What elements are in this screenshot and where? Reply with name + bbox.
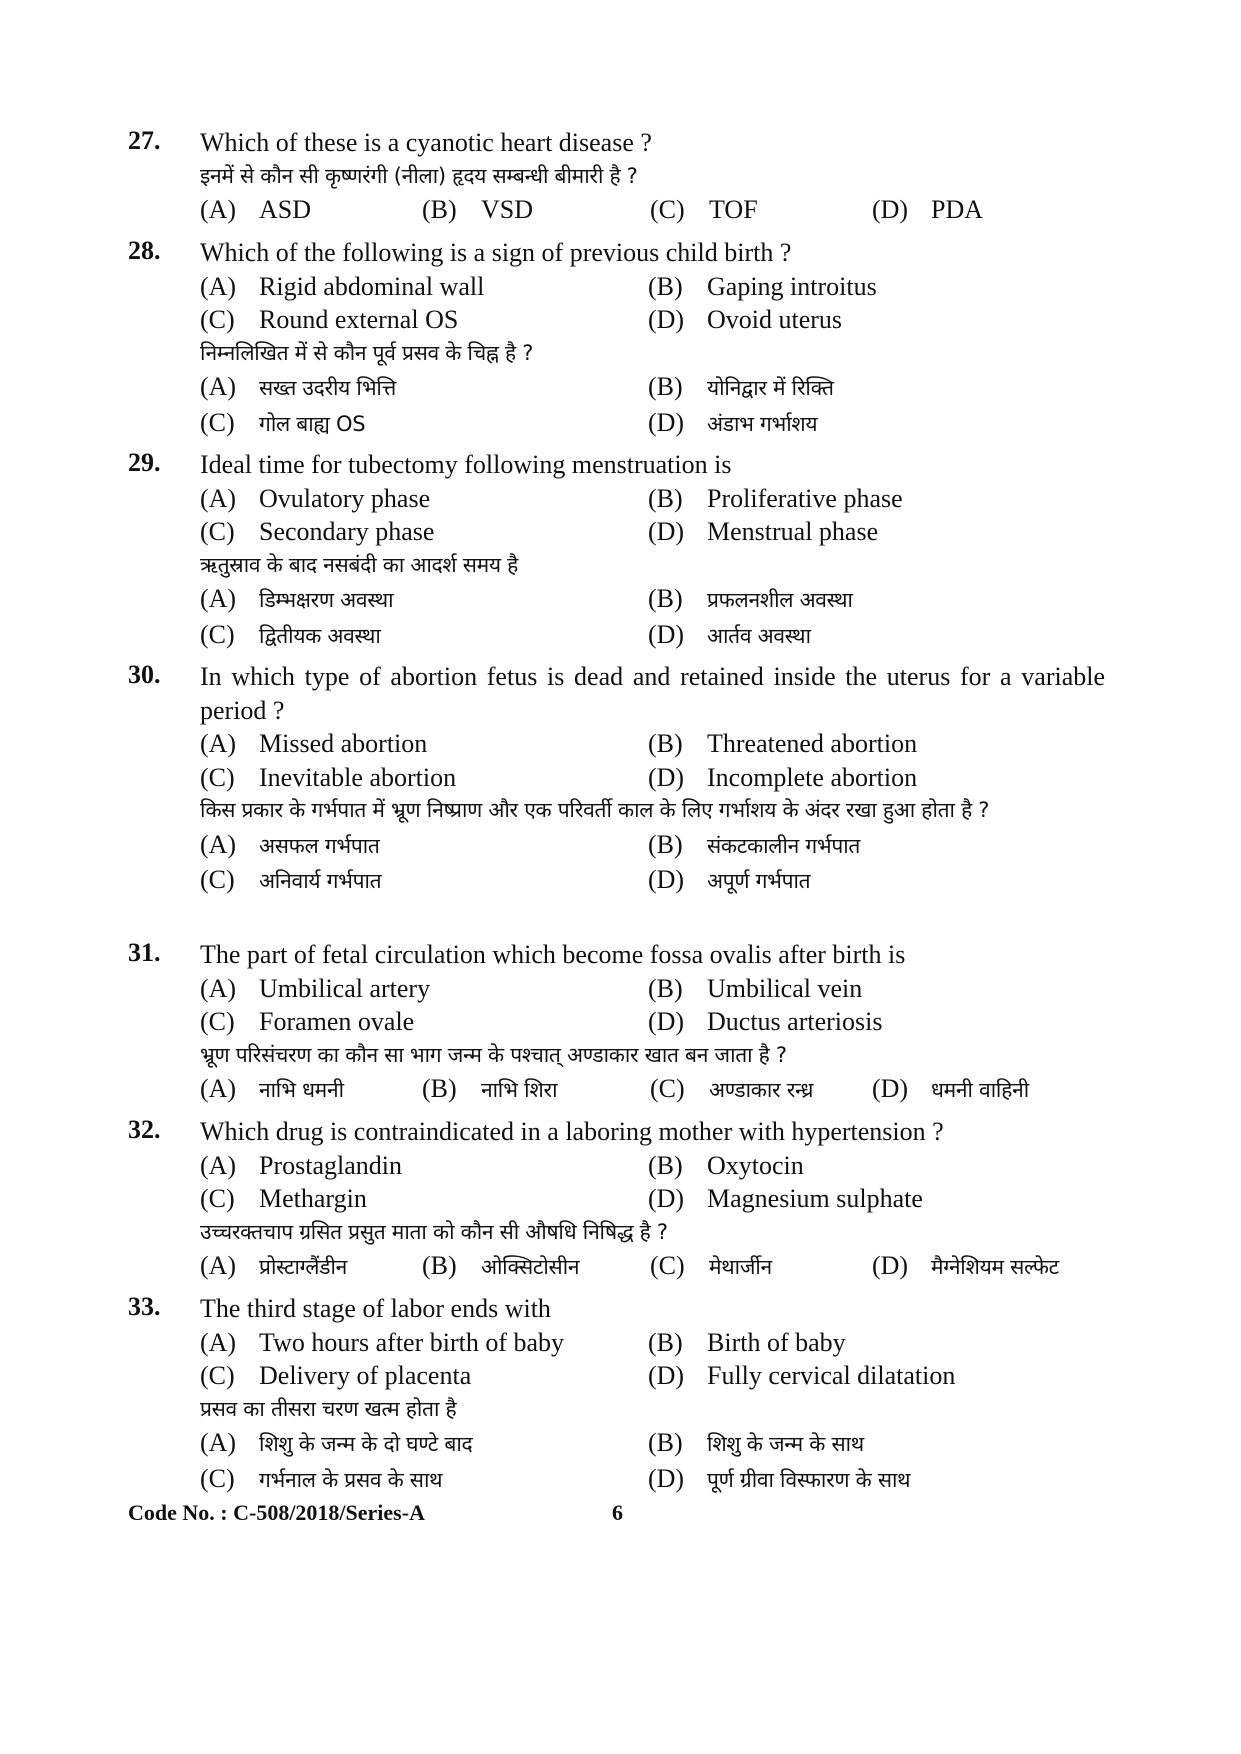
options-hi: [200, 1426, 1118, 1497]
option-c: (C) गर्भनाल के प्रसव के साथ: [200, 1463, 443, 1493]
option-b: (B) शिशु के जन्म के साथ: [648, 1428, 864, 1457]
question-number: 30.: [128, 660, 161, 689]
option-a: (A) Ovulatory phase: [200, 483, 431, 513]
question-text-hi: इनमें से कौन सी कृष्णरंगी (नीला) हृदय सम्बन्धी बीमारी है ?: [200, 163, 638, 188]
option-c: (C) अनिवार्य गर्भपात: [200, 865, 382, 894]
question-number: 29.: [128, 448, 161, 477]
option-d: (D) आर्तव अवस्था: [648, 619, 811, 649]
option-b: (B) Birth of baby: [648, 1327, 846, 1357]
option-b: (B) प्रफलनशील अवस्था: [648, 584, 853, 613]
option-a: (A) Prostaglandin: [200, 1150, 402, 1180]
option-a: (A) Rigid abdominal wall: [200, 271, 485, 301]
question-27: [128, 126, 1118, 227]
options-hi: [200, 1072, 1118, 1108]
option-a: (A) असफल गर्भपात: [200, 829, 380, 859]
option-d: (D) Menstrual phase: [648, 517, 879, 546]
option-a: (A) शिशु के जन्म के दो घण्टे बाद: [200, 1428, 473, 1457]
option-d: (D) Ductus arteriosis: [648, 1007, 883, 1036]
question-text-en: Ideal time for tubectomy following menstruation is: [200, 450, 732, 479]
option-c: (C) TOF: [650, 195, 758, 224]
option-a: (A) सख्त उदरीय भित्ति: [200, 372, 396, 401]
option-b: (B) Threatened abortion: [648, 729, 918, 758]
question-number: 27.: [128, 126, 161, 155]
option-c: (C) द्वितीयक अवस्था: [200, 619, 381, 649]
options-en: [200, 1149, 1118, 1216]
option-b: (B) Umbilical vein: [648, 973, 863, 1003]
question-number: 32.: [128, 1115, 161, 1144]
code-number: Code No. : C-508/2018/Series-A: [128, 1500, 425, 1525]
option-c: (C) Secondary phase: [200, 517, 435, 546]
question-text-hi: निम्नलिखित में से कौन पूर्व प्रसव के चिह्न है ?: [200, 340, 534, 365]
option-c: (C) Inevitable abortion: [200, 762, 457, 792]
option-b: (B) संकटकालीन गर्भपात: [648, 829, 861, 859]
option-a: (A) Two hours after birth of baby: [200, 1327, 565, 1357]
option-c: (C) Methargin: [200, 1184, 367, 1213]
question-29: [128, 448, 1118, 653]
question-text-hi: प्रसव का तीसरा चरण खत्म होता है: [200, 1396, 457, 1421]
page-number: 6: [612, 1500, 623, 1525]
option-b: (B) योनिद्वार में रिक्ति: [648, 372, 834, 401]
question-33: [128, 1292, 1118, 1497]
question-30: [128, 660, 1118, 899]
options: [200, 193, 1118, 227]
option-a: (A) डिम्भक्षरण अवस्था: [200, 584, 394, 613]
options-hi: [200, 828, 1118, 899]
options-en: [200, 972, 1118, 1039]
question-28: [128, 236, 1118, 441]
option-c: (C) Foramen ovale: [200, 1007, 415, 1036]
question-text-hi: उच्चरक्तचाप ग्रसित प्रसुत माता को कौन सी औषधि निषिद्ध है ?: [200, 1219, 668, 1244]
question-text-hi: किस प्रकार के गर्भपात में भ्रूण निष्प्राण और एक परिवर्ती काल के लिए गर्भाशय के अंदर रखा हुआ होता है ?: [200, 798, 990, 822]
option-c: (C) मेथार्जीन: [650, 1251, 772, 1280]
option-d: (D) Magnesium sulphate: [648, 1184, 923, 1213]
option-b: (B) Oxytocin: [648, 1150, 804, 1180]
option-a: (A) ASD: [200, 195, 312, 224]
options-en: [200, 1326, 1118, 1393]
option-d: (D) Ovoid uterus: [648, 305, 843, 334]
options-hi: [200, 370, 1118, 441]
option-c: (C) Delivery of placenta: [200, 1361, 472, 1390]
question-text-hi: ऋतुस्राव के बाद नसबंदी का आदर्श समय है: [200, 552, 519, 577]
option-d: (D) मैग्नेशियम सल्फेट: [872, 1251, 1059, 1280]
option-b: (B) Proliferative phase: [648, 483, 903, 513]
options-en: [200, 482, 1118, 549]
page-footer: [128, 1500, 623, 1526]
question-31: [128, 938, 1118, 1108]
question-text-en: Which drug is contraindicated in a laboring mother with hypertension ?: [200, 1117, 944, 1146]
options-hi: [200, 582, 1118, 653]
question-text-en: Which of the following is a sign of previous child birth ?: [200, 238, 792, 267]
question-32: [128, 1115, 1118, 1285]
option-d: (D) धमनी वाहिनी: [872, 1074, 1029, 1103]
question-number: 31.: [128, 938, 161, 967]
options-en: [200, 727, 1118, 794]
option-d: (D) Incomplete abortion: [648, 762, 918, 792]
option-b: (B) VSD: [422, 195, 534, 224]
question-text-en: The third stage of labor ends with: [200, 1294, 551, 1323]
option-c: (C) गोल बाह्य OS: [200, 407, 366, 437]
option-d: (D) Fully cervical dilatation: [648, 1361, 956, 1390]
option-c: (C) Round external OS: [200, 305, 459, 334]
option-d: (D) PDA: [872, 195, 984, 224]
option-d: (D) अंडाभ गर्भाशय: [648, 407, 818, 437]
question-number: 33.: [128, 1292, 161, 1321]
option-a: (A) नाभि धमनी: [200, 1074, 344, 1103]
option-b: (B) नाभि शिरा: [422, 1074, 558, 1103]
option-b: (B) ओक्सिटोसीन: [422, 1251, 580, 1280]
options-en: [200, 270, 1118, 337]
option-b: (B) Gaping introitus: [648, 271, 877, 301]
option-a: (A) Missed abortion: [200, 729, 428, 758]
question-number: 28.: [128, 236, 161, 265]
option-d: (D) पूर्ण ग्रीवा विस्फारण के साथ: [648, 1463, 911, 1493]
question-text-en: The part of fetal circulation which become fossa ovalis after birth is: [200, 940, 906, 969]
option-c: (C) अण्डाकार रन्ध्र: [650, 1074, 814, 1103]
question-text-en: Which of these is a cyanotic heart disease ?: [200, 128, 652, 157]
option-a: (A) Umbilical artery: [200, 973, 431, 1003]
option-d: (D) अपूर्ण गर्भपात: [648, 865, 811, 894]
option-a: (A) प्रोस्टाग्लैंडीन: [200, 1251, 347, 1280]
options-hi: [200, 1249, 1118, 1285]
question-text-en: In which type of abortion fetus is dead and retained inside the uterus for a variable period ?: [200, 662, 1105, 725]
question-text-hi: भ्रूण परिसंचरण का कौन सा भाग जन्म के पश्चात् अण्डाकार खात बन जाता है ?: [200, 1042, 787, 1067]
